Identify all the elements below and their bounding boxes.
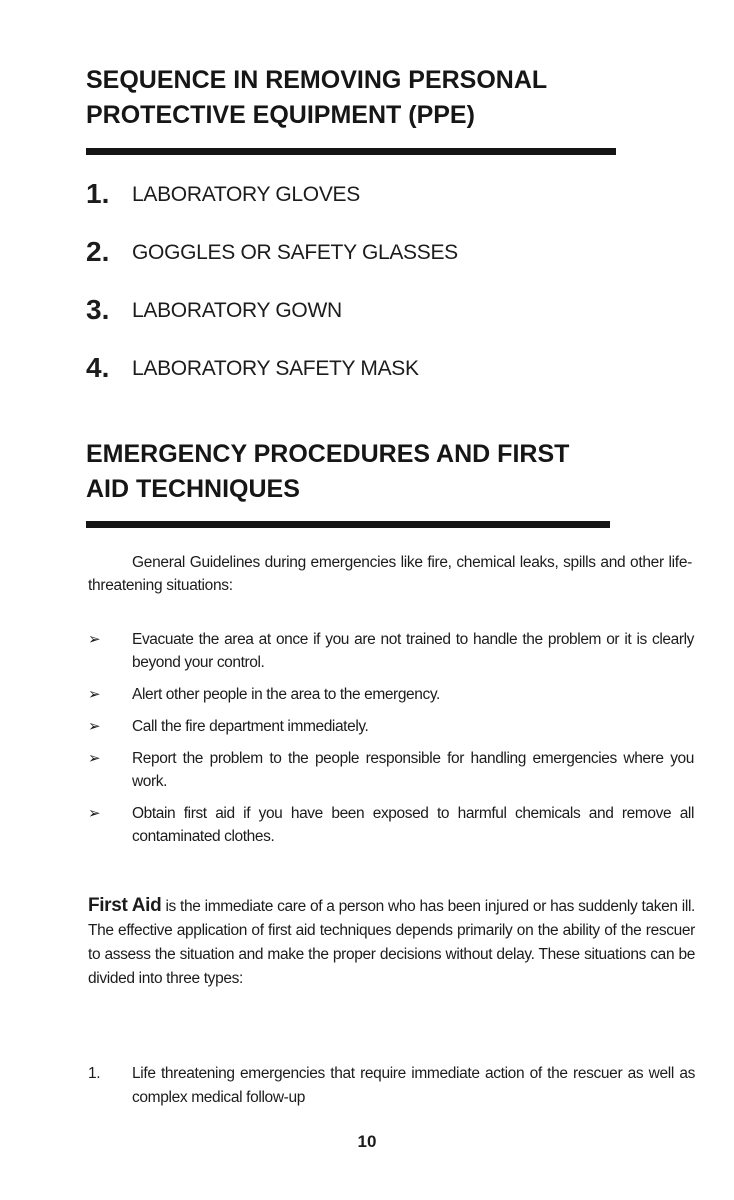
first-aid-definition: is the immediate care of a person who has been injured or has suddenly taken ill. The effective application of first aid techniques depends primarily on the ability of the rescuer to assess the situation and make the proper decisions without delay. These situations can be divided into three types:	[88, 898, 695, 987]
section-title-line: AID TECHNIQUES	[86, 475, 300, 503]
section-title-line: EMERGENCY PROCEDURES AND FIRST	[86, 440, 570, 468]
list-item	[88, 715, 694, 738]
section-title-ppe-removal	[86, 63, 626, 133]
bullet-text: Report the problem to the people responsible for handling emergencies where you work.	[132, 750, 694, 790]
section-title-line: PROTECTIVE EQUIPMENT (PPE)	[86, 101, 475, 129]
arrow-bullet-icon: ➢	[88, 686, 101, 703]
item-text: Life threatening emergencies that require immediate action of the rescuer as well as complex medical follow-up	[132, 1065, 695, 1106]
bullet-text: Alert other people in the area to the emergency.	[132, 686, 440, 703]
arrow-bullet-icon: ➢	[88, 631, 101, 648]
emergency-guidelines-list	[88, 628, 694, 857]
page-number: 10	[357, 1132, 377, 1151]
section-divider	[86, 521, 610, 528]
item-label: LABORATORY SAFETY MASK	[132, 357, 419, 380]
bullet-text: Evacuate the area at once if you are not trained to handle the problem or it is clearly beyond your control.	[132, 631, 694, 671]
list-item	[88, 628, 694, 674]
list-item	[88, 683, 694, 706]
bullet-text: Call the fire department immediately.	[132, 718, 369, 735]
section-divider	[86, 148, 616, 155]
bullet-text: Obtain first aid if you have been exposed to harmful chemicals and remove all contaminated clothes.	[132, 805, 694, 845]
arrow-bullet-icon: ➢	[88, 718, 101, 735]
guidelines-intro: General Guidelines during emergencies like fire, chemical leaks, spills and other life-threatening situations:	[88, 554, 692, 594]
first-aid-paragraph	[88, 894, 695, 991]
list-item	[88, 747, 694, 793]
emergency-type-item	[88, 1062, 695, 1110]
item-number: 4.	[86, 352, 110, 383]
list-item	[88, 802, 694, 848]
section-title-emergency	[86, 437, 626, 507]
item-label: LABORATORY GLOVES	[132, 183, 360, 206]
item-number: 1.	[86, 178, 110, 209]
section-title-line: SEQUENCE IN REMOVING PERSONAL	[86, 66, 548, 94]
first-aid-term: First Aid	[88, 895, 162, 916]
arrow-bullet-icon: ➢	[88, 750, 101, 767]
item-label: GOGGLES OR SAFETY GLASSES	[132, 241, 458, 264]
item-label: LABORATORY GOWN	[132, 299, 342, 322]
arrow-bullet-icon: ➢	[88, 805, 101, 822]
item-number: 2.	[86, 236, 110, 267]
item-number: 1.	[88, 1065, 101, 1082]
item-number: 3.	[86, 294, 110, 325]
